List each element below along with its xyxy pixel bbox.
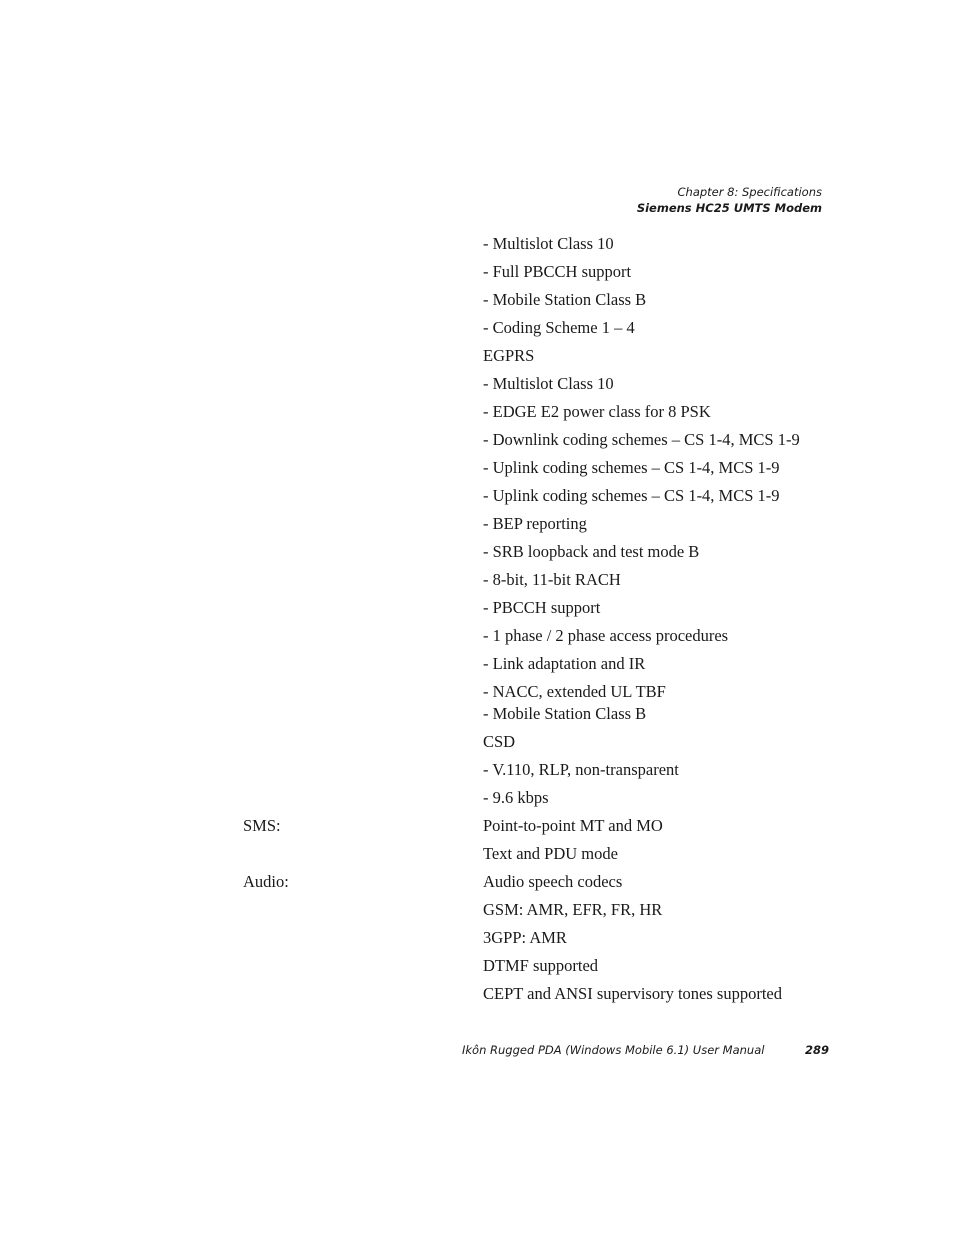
spec-value: - Uplink coding schemes – CS 1-4, MCS 1-9 bbox=[483, 458, 780, 477]
spec-row bbox=[0, 566, 954, 594]
spec-value: - Multislot Class 10 bbox=[483, 374, 614, 393]
spec-row bbox=[0, 924, 954, 952]
spec-row bbox=[0, 840, 954, 868]
spec-row bbox=[0, 538, 954, 566]
spec-value: - 8-bit, 11-bit RACH bbox=[483, 570, 621, 589]
spec-row bbox=[0, 510, 954, 538]
spec-value: Text and PDU mode bbox=[483, 844, 618, 863]
spec-row bbox=[0, 896, 954, 924]
spec-row bbox=[0, 230, 954, 258]
spec-row bbox=[0, 482, 954, 510]
spec-row bbox=[0, 650, 954, 678]
spec-value: - PBCCH support bbox=[483, 598, 601, 617]
spec-value: - Coding Scheme 1 – 4 bbox=[483, 318, 635, 337]
spec-row bbox=[0, 426, 954, 454]
spec-value: - Full PBCCH support bbox=[483, 262, 632, 281]
spec-row bbox=[0, 812, 954, 840]
manual-title: Ikôn Rugged PDA (Windows Mobile 6.1) User Manual bbox=[462, 1043, 765, 1057]
spec-value: - Mobile Station Class B bbox=[483, 290, 647, 309]
spec-label: SMS: bbox=[243, 816, 281, 835]
spec-label: Audio: bbox=[243, 872, 289, 891]
spec-value: GSM: AMR, EFR, FR, HR bbox=[483, 900, 663, 919]
spec-row bbox=[0, 286, 954, 314]
running-header bbox=[637, 184, 822, 216]
spec-row bbox=[0, 678, 954, 700]
spec-row bbox=[0, 728, 954, 756]
spec-value: - BEP reporting bbox=[483, 514, 587, 533]
spec-value: DTMF supported bbox=[483, 956, 599, 975]
spec-value: - Multislot Class 10 bbox=[483, 234, 614, 253]
spec-value: - SRB loopback and test mode B bbox=[483, 542, 700, 561]
section-title: Siemens HC25 UMTS Modem bbox=[636, 201, 822, 215]
spec-value: 3GPP: AMR bbox=[483, 928, 567, 947]
spec-value: CSD bbox=[483, 732, 516, 751]
chapter-title: Chapter 8: Specifications bbox=[677, 185, 822, 199]
spec-value: EGPRS bbox=[483, 346, 535, 365]
spec-row bbox=[0, 868, 954, 896]
spec-row bbox=[0, 454, 954, 482]
spec-value: - 9.6 kbps bbox=[483, 788, 549, 807]
spec-row bbox=[0, 314, 954, 342]
spec-value: - Uplink coding schemes – CS 1-4, MCS 1-9 bbox=[483, 486, 780, 505]
spec-row bbox=[0, 700, 954, 728]
spec-value: - Link adaptation and IR bbox=[483, 654, 646, 673]
spec-row bbox=[0, 756, 954, 784]
spec-value: - EDGE E2 power class for 8 PSK bbox=[483, 402, 711, 421]
spec-value: - Downlink coding schemes – CS 1-4, MCS 1-9 bbox=[483, 430, 800, 449]
spec-value: - Mobile Station Class B bbox=[483, 704, 647, 723]
spec-value: - NACC, extended UL TBF bbox=[483, 682, 666, 701]
spec-row bbox=[0, 952, 954, 980]
spec-value: Audio speech codecs bbox=[483, 872, 623, 891]
spec-row bbox=[0, 980, 954, 1008]
spec-value: Point-to-point MT and MO bbox=[483, 816, 663, 835]
spec-value: - V.110, RLP, non-transparent bbox=[483, 760, 679, 779]
spec-row bbox=[0, 594, 954, 622]
spec-row bbox=[0, 370, 954, 398]
specification-list bbox=[0, 230, 954, 1008]
spec-row bbox=[0, 398, 954, 426]
spec-value: - 1 phase / 2 phase access procedures bbox=[483, 626, 729, 645]
spec-row bbox=[0, 622, 954, 650]
spec-row bbox=[0, 258, 954, 286]
spec-value: CEPT and ANSI supervisory tones supported bbox=[483, 984, 782, 1003]
spec-row bbox=[0, 342, 954, 370]
page-number: 289 bbox=[804, 1043, 829, 1057]
spec-row bbox=[0, 784, 954, 812]
